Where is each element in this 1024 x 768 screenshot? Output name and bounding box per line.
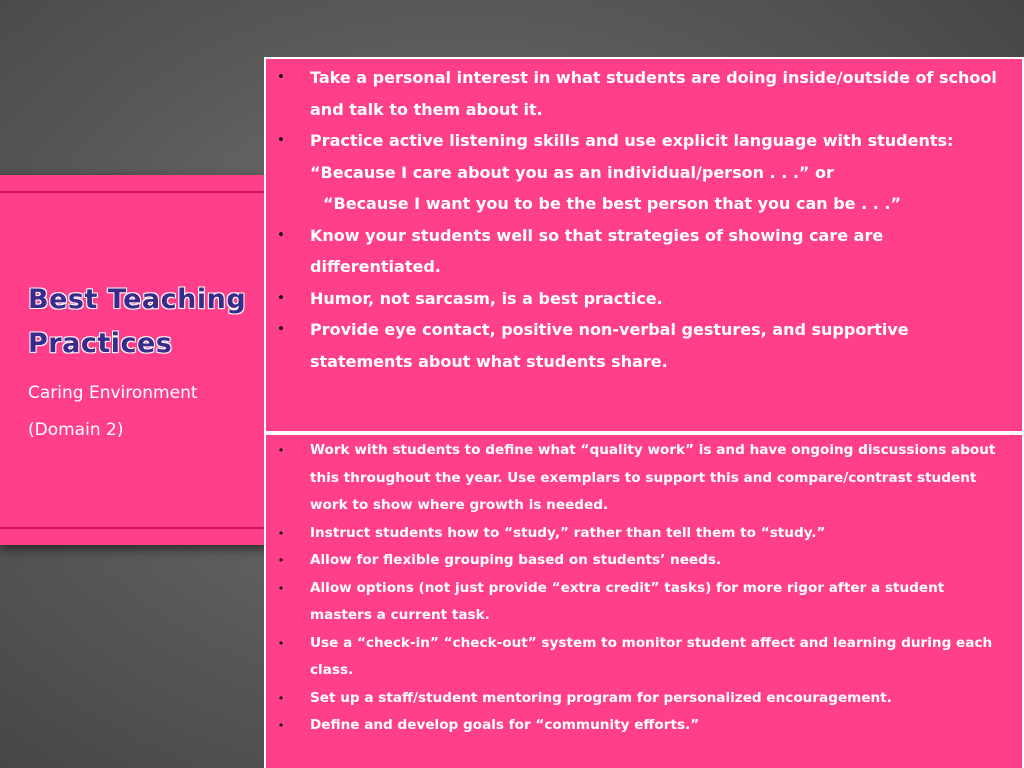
list-item-text: Instruct students how to “study,” rather than tell them to “study.”: [310, 524, 826, 541]
bullet-icon: •: [277, 719, 285, 732]
list-item: [272, 685, 1008, 713]
list-item: [272, 125, 998, 220]
bullet-icon: •: [277, 290, 285, 306]
slide-subtitle: [28, 375, 264, 449]
list-item-text: Take a personal interest in what students are doing inside/outside of school and talk to them about it.: [310, 68, 997, 119]
list-item-text: Provide eye contact, positive non-verbal gestures, and supportive statements about what students share.: [310, 320, 909, 371]
bullet-icon: •: [277, 581, 285, 595]
slide-title-line-1: Best Teaching: [28, 284, 247, 315]
list-item-text: Humor, not sarcasm, is a best practice.: [310, 288, 663, 308]
list-item-text: Set up a staff/student mentoring program for personalized encouragement.: [310, 689, 892, 706]
slide-subtitle-line-1: Caring Environment: [28, 383, 198, 403]
bullet-icon: •: [277, 70, 285, 85]
list-item: [272, 712, 1008, 740]
table-cell-practices-2: [266, 435, 1022, 768]
list-item: [272, 437, 1008, 520]
bullet-icon: •: [277, 636, 285, 650]
list-item: [272, 630, 1008, 685]
list-item-text: Know your students well so that strategies of showing care are differentiated.: [310, 225, 884, 276]
table-cell-practices-1: [266, 59, 1022, 431]
list-item-text: Allow for flexible grouping based on students’ needs.: [310, 552, 722, 568]
list-item-text: Use a “check-in” “check-out” system to monitor student affect and learning during each class.: [310, 634, 993, 678]
bullet-icon: •: [277, 691, 285, 705]
title-panel: [0, 175, 268, 545]
content-table: [264, 57, 1024, 768]
bullet-icon: •: [277, 322, 285, 337]
list-item: [272, 62, 998, 125]
list-item: [272, 283, 998, 315]
list-item: [272, 575, 1008, 630]
list-item-text: Work with students to define what “quality work” is and have ongoing discussions about this throughout the year. Use exemplars to support this and compare/contrast student work to show where growth is needed.: [310, 442, 996, 513]
bullet-list-1: [272, 62, 998, 377]
list-item-continuation: “Because I want you to be the best person that you can be . . .”: [323, 194, 901, 213]
slide-subtitle-line-2: (Domain 2): [28, 420, 124, 440]
list-item-text: Define and develop goals for “community efforts.”: [310, 717, 700, 733]
bullet-icon: •: [277, 526, 285, 540]
list-item: [272, 520, 1008, 548]
list-item-text: Allow options (not just provide “extra credit” tasks) for more rigor after a student masters a current task.: [310, 579, 945, 623]
title-panel-bottom-rule: [0, 527, 268, 529]
bullet-icon: •: [277, 133, 285, 148]
list-item-text: Practice active listening skills and use explicit language with students: “Because I care about you as an individual/person . . .” or: [310, 131, 954, 182]
slide-title-line-2: Practices: [28, 328, 173, 359]
bullet-icon: •: [277, 554, 285, 567]
bullet-icon: •: [277, 227, 285, 243]
bullet-list-2: [272, 437, 1008, 740]
bullet-icon: •: [277, 444, 285, 457]
slide-title: [28, 278, 264, 366]
title-panel-top-rule: [0, 191, 268, 193]
list-item: [272, 314, 998, 377]
list-item: [272, 220, 998, 283]
list-item: [272, 547, 1008, 575]
